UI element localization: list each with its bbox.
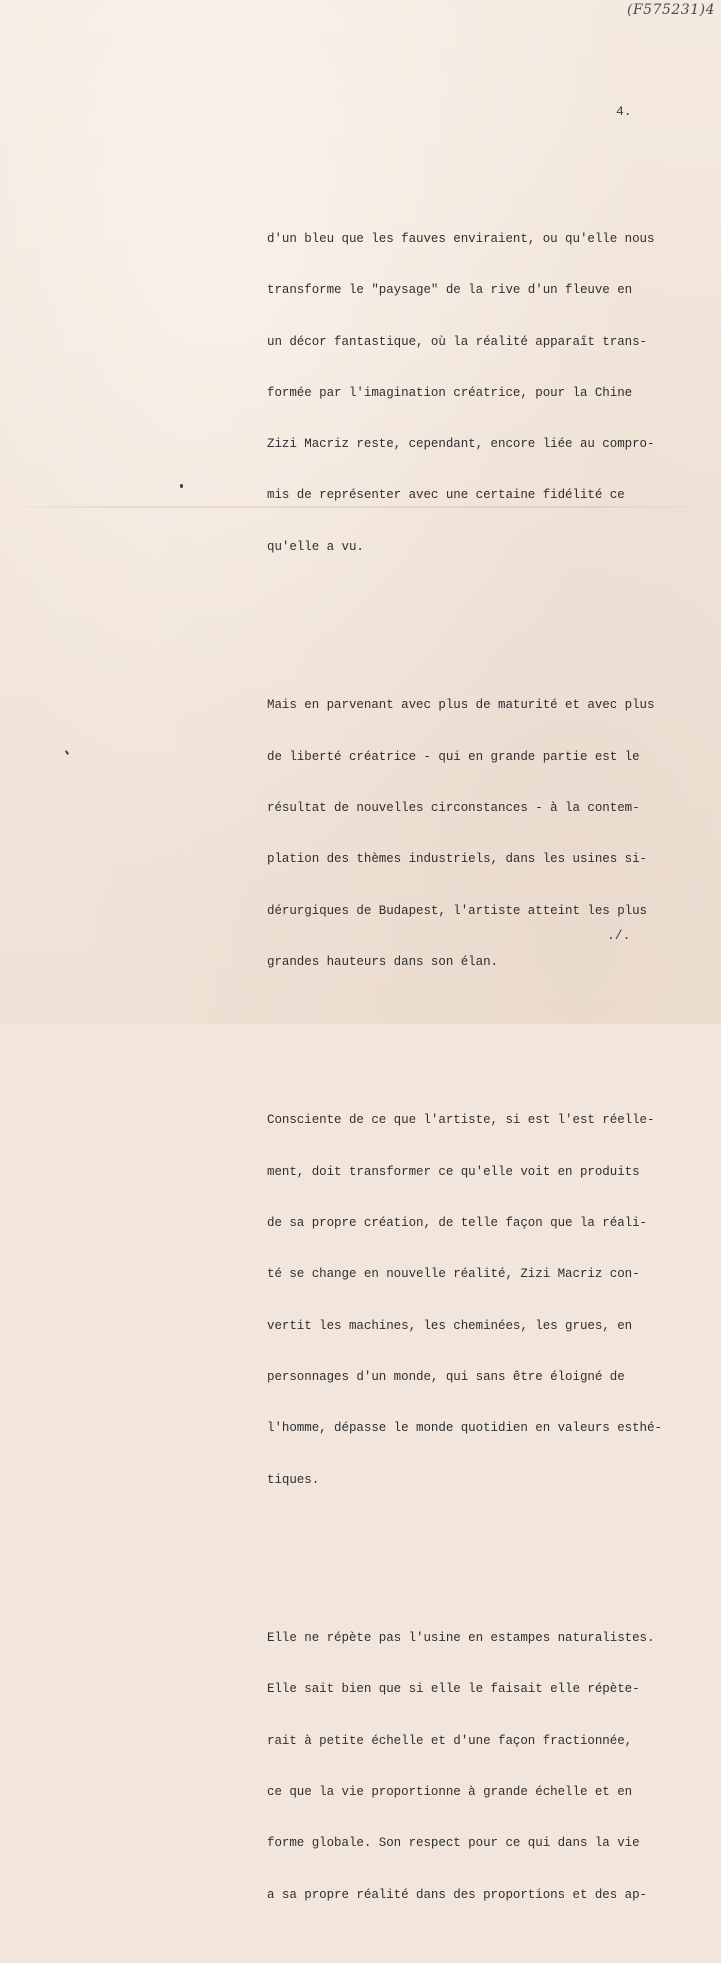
text-line: formée par l'imagination créatrice, pour la Chine	[267, 385, 633, 400]
paragraph-gap	[267, 1030, 707, 1053]
text-line: d'un bleu que les fauves enviraient, ou qu'elle nous	[267, 232, 655, 246]
paragraph	[267, 1599, 707, 1935]
text-line: Consciente de ce que l'artiste, si est l'est réelle-	[267, 1113, 655, 1128]
text-line: de liberté créatrice - qui en grande partie est le	[267, 749, 640, 764]
text-line: forme globale. Son respect pour ce qui dans la vie	[267, 1836, 640, 1851]
paragraph-gap	[267, 615, 707, 638]
text-line: Elle ne répète pas l'usine en estampes naturalistes.	[267, 1631, 655, 1646]
text-line: l'homme, dépasse le monde quotidien en valeurs esthé-	[267, 1421, 662, 1436]
paragraph	[267, 666, 707, 1002]
paragraph-gap	[267, 1548, 707, 1571]
text-line: qu'elle a vu.	[267, 539, 364, 554]
text-line: vertit les machines, les cheminées, les grues, en	[267, 1318, 633, 1333]
text-line: a sa propre réalité dans des proportions et des ap-	[267, 1887, 648, 1902]
text-line: ce que la vie proportionne à grande échelle et en	[267, 1785, 633, 1800]
text-line: plation des thèmes industriels, dans les usines si-	[267, 852, 648, 867]
text-line: Zizi Macriz reste, cependant, encore liée au compro-	[267, 437, 655, 452]
ink-speck	[65, 750, 70, 755]
text-line: rait à petite échelle et d'une façon fractionnée,	[267, 1733, 633, 1748]
text-line: transforme le "paysage" de la rive d'un fleuve en	[267, 283, 633, 298]
text-line: un décor fantastique, où la réalité apparaît trans-	[267, 334, 648, 349]
ink-speck	[180, 484, 183, 488]
page-number: 4.	[616, 104, 632, 119]
archive-reference: (F575231)4	[627, 2, 715, 18]
text-line: Elle sait bien que si elle le faisait elle répète-	[267, 1682, 640, 1697]
text-line: personnages d'un monde, qui sans être éloigné de	[267, 1369, 625, 1384]
text-line: de sa propre création, de telle façon que la réali-	[267, 1216, 648, 1231]
text-line: Mais en parvenant avec plus de maturité et avec plus	[267, 698, 655, 713]
body-text	[267, 172, 707, 1963]
paragraph	[267, 1081, 707, 1519]
text-line: grandes hauteurs dans son élan.	[267, 954, 498, 969]
paragraph	[267, 200, 707, 587]
continuation-mark: ./.	[607, 928, 631, 943]
text-line: dérurgiques de Budapest, l'artiste atteint les plus	[267, 903, 648, 918]
text-line: té se change en nouvelle réalité, Zizi Macriz con-	[267, 1267, 640, 1282]
text-line: tiques.	[267, 1472, 320, 1487]
text-line: ment, doit transformer ce qu'elle voit en produits	[267, 1164, 640, 1179]
text-line: mis de représenter avec une certaine fidélité ce	[267, 488, 625, 503]
text-line: résultat de nouvelles circonstances - à la contem-	[267, 800, 640, 815]
